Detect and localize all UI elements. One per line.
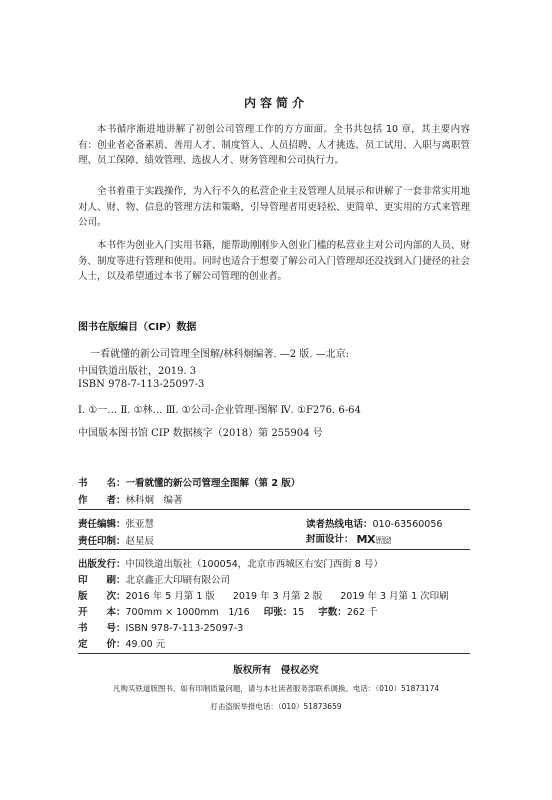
page-title: 内容简介 [243,96,308,110]
cover-design-label: 封面设计： [306,534,354,545]
publisher-row [78,556,383,570]
hotline-number: 010-63560056 [372,519,443,530]
author-name: 林科炯 编著 [125,495,183,506]
print-manager-row [78,533,154,547]
cip-line-4: Ⅰ. ①一… Ⅱ. ①林… Ⅲ. ①公司-企业管理-图解 Ⅳ. ①F276. 6-64 [78,405,361,416]
isbn: ISBN 978-7-113-25097-3 [125,623,244,634]
author-row [78,492,183,506]
intro-paragraph-3: 本书作为创业入门实用书籍，能帮助刚刚步入创业门槛的私营业主对公司内部的人员、财务、制度等进行管理和使用。同时也适合于想要了解公司入门管理却还没找到入门捷径的社会人士，以及希望通过本书了解公司管理的创业者。 [78,240,470,282]
edition-row [78,588,478,602]
publisher-label: 出版发行： [78,559,126,570]
book-name-row [78,475,300,489]
author-label: 作 者： [78,495,126,506]
sheets-label: 印张： [263,607,293,618]
format-label: 开 本： [78,607,126,618]
book-name: 一看就懂的新公司管理全图解（第 2 版） [125,478,301,489]
hotline-row [306,516,442,530]
divider-top [78,509,470,510]
editor-label: 责任编辑： [78,519,126,530]
words-label: 字数： [318,607,347,618]
edition-2: 2019 年 3 月第 2 版 [232,591,323,602]
intro-paragraph-2: 全书着重于实践操作，为入行不久的私营企业主及管理人员展示和讲解了一套非常实用地对人、财、物、信息的管理方法和策略，引导管理者用更轻松、更简单、更实用的方式来管理公司。 [78,186,470,228]
print-manager-name: 赵星辰 [125,536,155,547]
publisher: 中国铁道出版社（100054，北京市西城区右安门西街 8 号） [125,559,383,570]
intro-paragraph-1: 本书循序渐进地讲解了初创公司管理工作的方方面面。全书共包括 10 章，其主要内容有：创业者必备素质、善用人才、制度管人、人员招聘、人才挑选、员工试用、入职与离职管理、员工保障、绩效管理、选拔人才、财务管理和公司执行力。 [78,124,470,166]
book-name-label: 书 名： [78,478,126,489]
edition-label: 版 次： [78,591,126,602]
cover-design-row [306,531,391,546]
copyright-notice: 版权所有 侵权必究 [233,665,319,676]
isbn-row [78,620,243,634]
divider-middle [78,549,470,550]
cip-line-5: 中国版本图书馆 CIP 数据核字（2018）第 255904 号 [78,428,323,439]
divider-bottom [78,653,470,654]
editor-row [78,516,154,530]
edition-printing: 2019 年 3 月第 1 次印刷 [340,591,449,602]
piracy-hotline: 打击盗版举报电话：（010）51873659 [210,702,342,711]
sheets: 15 [292,607,305,618]
words: 262 千 [346,607,378,618]
edition-1: 2016 年 5 月第 1 版 [125,591,215,602]
price: 49.00 元 [125,639,166,650]
format: 700mm × 1000mm 1/16 [125,607,250,618]
quality-notice: 凡购买铁道版图书，如有印制质量问题，请与本社读者服务部联系调换。电话：（010）51873174 [112,684,440,693]
price-row [78,636,165,650]
printer: 北京鑫正大印刷有限公司 [125,575,231,586]
editor-name: 张亚慧 [125,519,155,530]
printer-row [78,572,230,586]
format-row [78,604,377,618]
cover-design-logo: MXDESIGN STUDIO [356,533,392,546]
printer-label: 印 刷： [78,575,126,586]
cip-line-3: ISBN 978-7-113-25097-3 [78,379,205,390]
print-manager-label: 责任印制： [78,536,126,547]
isbn-label: 书 号： [78,623,126,634]
price-label: 定 价： [78,639,126,650]
cip-heading: 图书在版编目（CIP）数据 [78,322,197,333]
hotline-label: 读者热线电话： [306,519,373,530]
cip-line-2: 中国铁道出版社，2019. 3 [78,366,197,377]
cip-line-1: 一看就懂的新公司管理全图解/林科炯编著. —2 版. —北京: [90,349,349,360]
